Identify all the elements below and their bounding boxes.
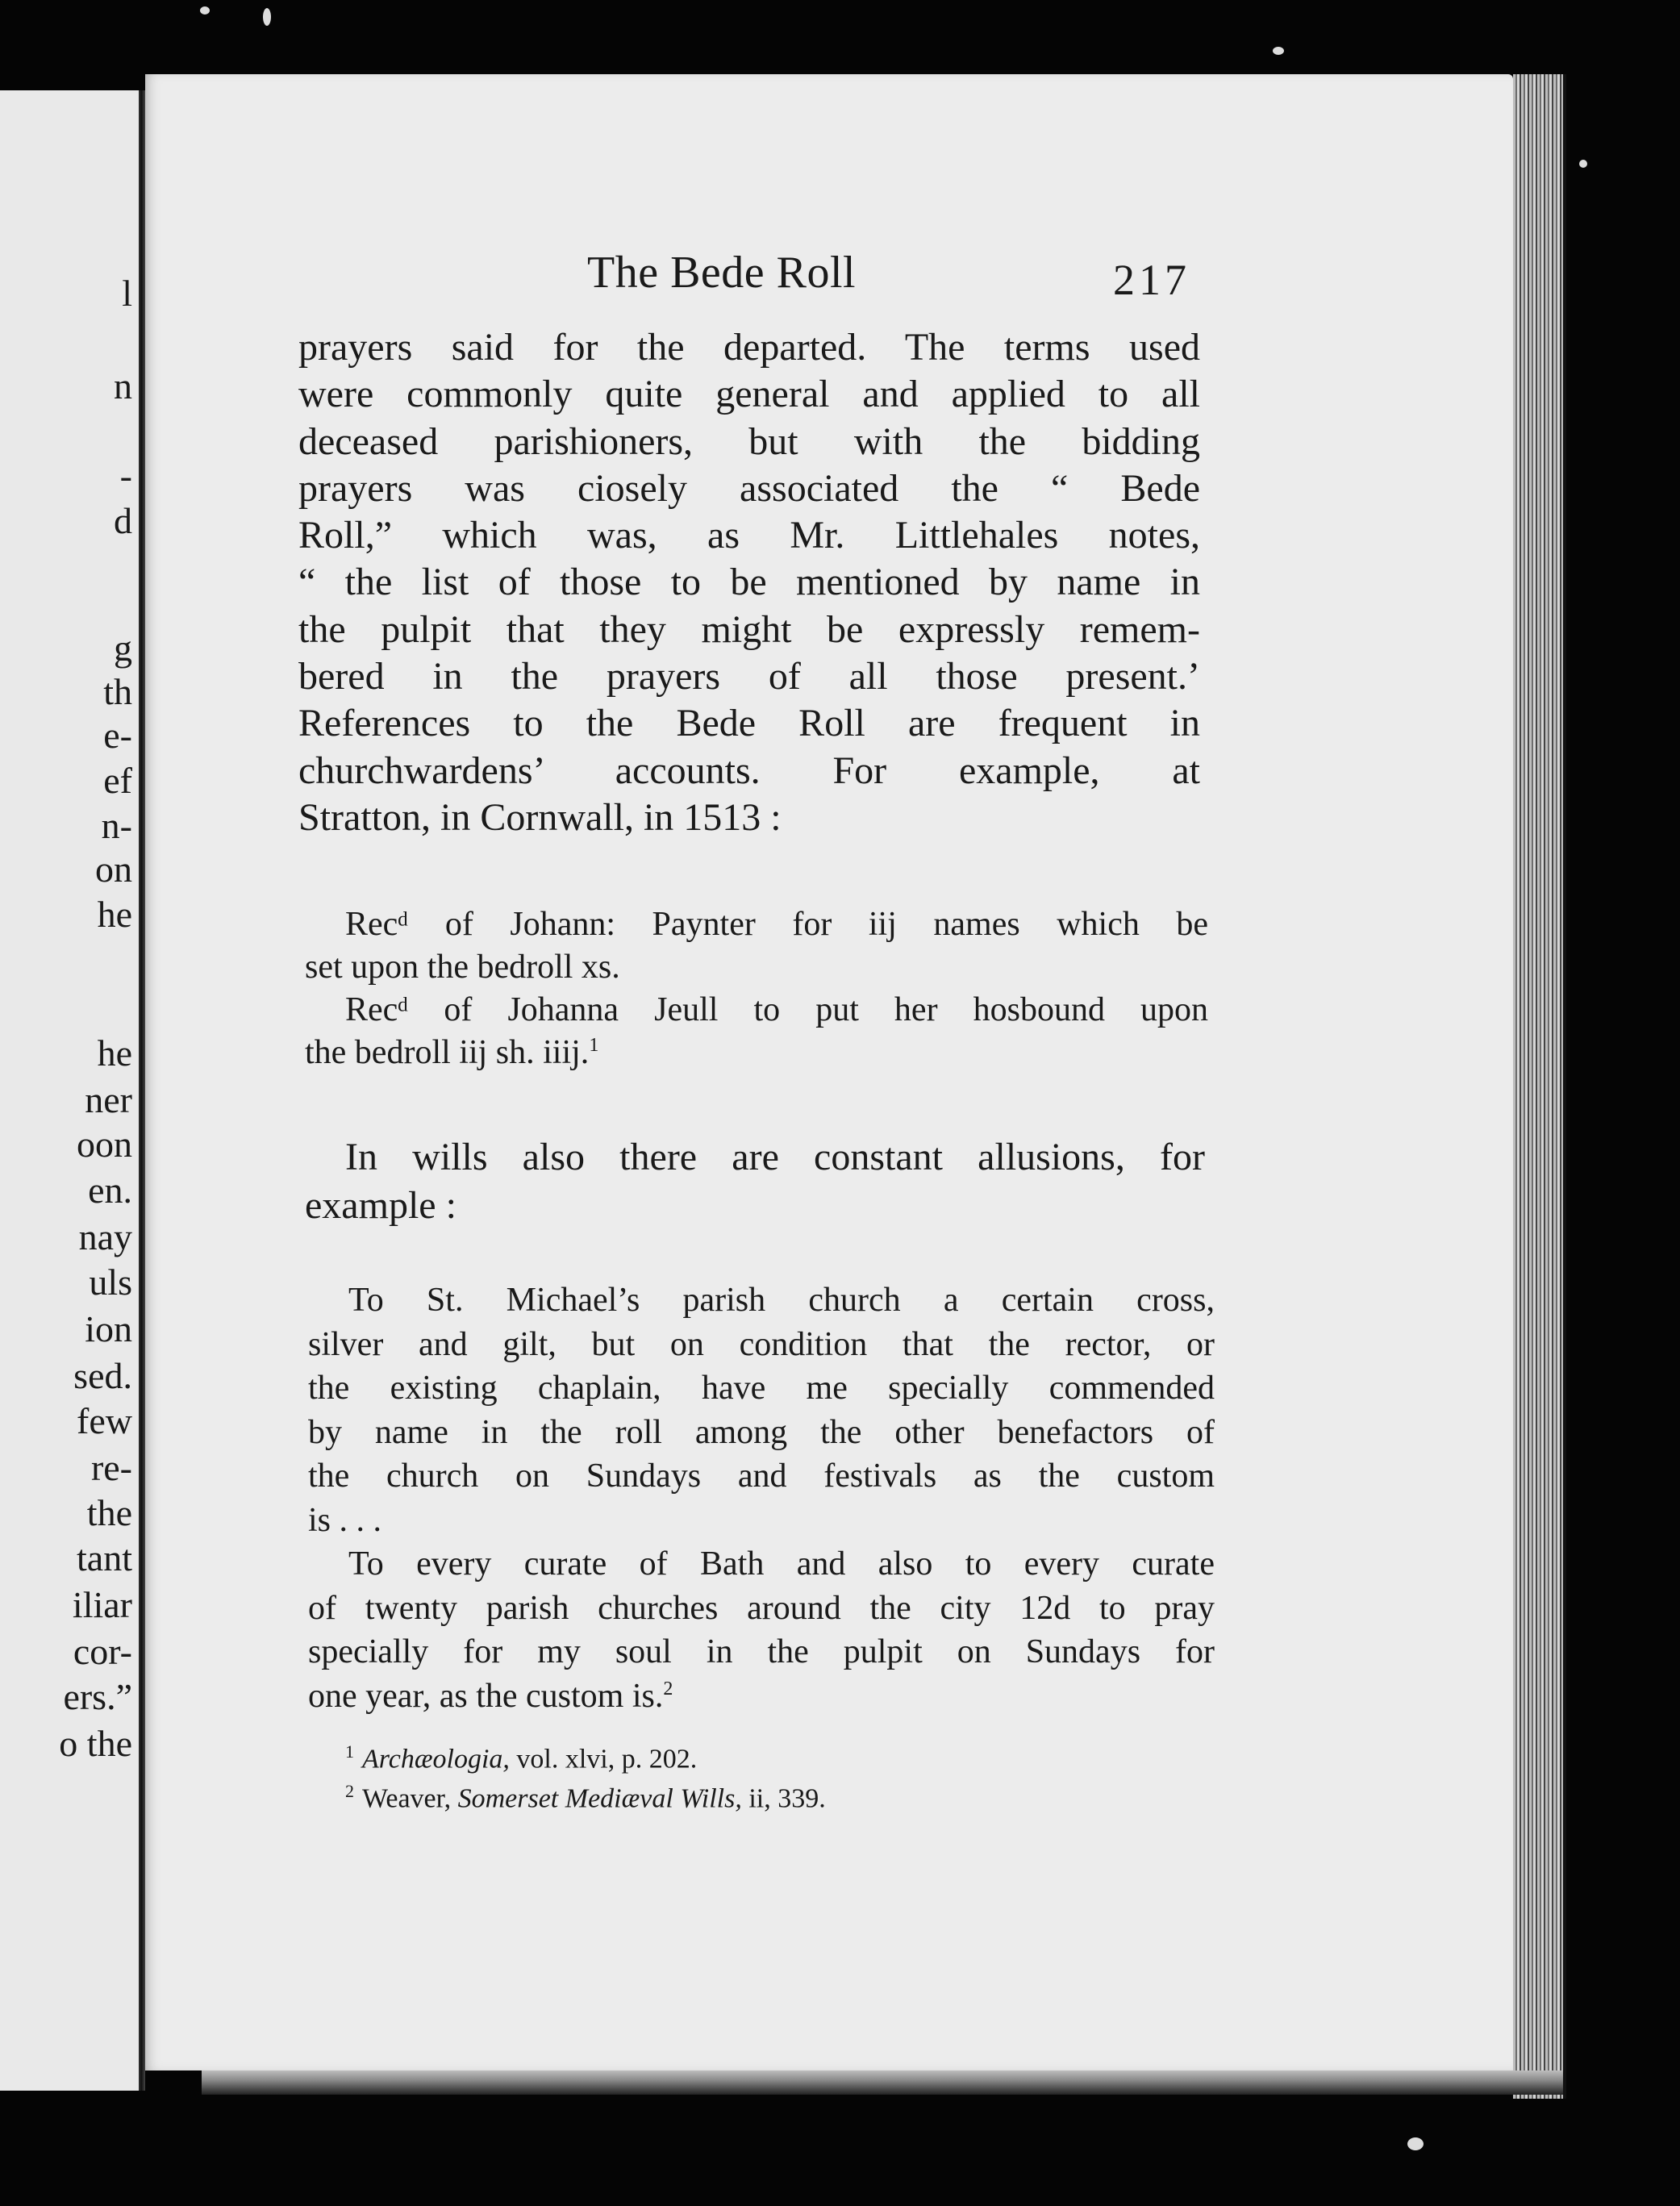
text-line: the bedroll iij sh. iiij.$^1$: [305, 1034, 599, 1071]
left-page-text-fragment: he: [97, 894, 132, 935]
text-line: the pulpit that they might be expressly remem-: [298, 607, 1200, 651]
left-page-text-fragment: e-: [103, 715, 132, 756]
left-page-text-fragment: nay: [78, 1216, 132, 1257]
running-title: The Bede Roll: [587, 248, 857, 298]
left-page-text-fragment: d: [114, 500, 132, 541]
footnote-title: Archæologia,: [362, 1744, 510, 1774]
text-line: of twenty parish churches around the city 12d to pray: [308, 1589, 1215, 1627]
footnote-citation: ii, 339.: [741, 1783, 826, 1814]
left-page-text-fragment: cor-: [73, 1631, 132, 1672]
footnote-author: Weaver,: [362, 1783, 458, 1814]
book-gutter: [139, 90, 145, 2091]
left-page-text-fragment: oon: [77, 1124, 132, 1165]
footnote-reference: 2: [663, 1678, 673, 1699]
left-page-text-fragment: ion: [85, 1308, 132, 1349]
left-page-text-fragment: en.: [88, 1170, 132, 1211]
text-line: Recᵈ of Johanna Jeull to put her hosbound upon: [345, 991, 1208, 1028]
left-page-text-fragment: iliar: [72, 1584, 132, 1625]
text-line: Stratton, in Cornwall, in 1513 :: [298, 795, 782, 839]
text-line: Recᵈ of Johann: Paynter for iij names which be: [345, 906, 1208, 943]
text-line: References to the Bede Roll are frequent in: [298, 702, 1200, 745]
left-page-text-fragment: sed.: [73, 1355, 132, 1396]
left-page-text-fragment: -: [119, 455, 132, 496]
text-line: the existing chaplain, have me specially commended: [308, 1370, 1215, 1407]
left-page-text-fragment: th: [103, 671, 132, 712]
footnote: [345, 1736, 826, 1775]
left-page-text-fragment: the: [86, 1492, 132, 1533]
text-line: To St. Michael’s parish church a certain cross,: [348, 1282, 1215, 1319]
text-line: prayers was ciosely associated the “ Bede: [298, 466, 1200, 510]
quote-block-2: [308, 1278, 1215, 1718]
left-page-text-fragment: ers.”: [63, 1676, 132, 1717]
footnote-citation: vol. xlvi, p. 202.: [509, 1744, 698, 1774]
footnotes: [345, 1736, 826, 1816]
quote-block-1: [305, 903, 1208, 1074]
footnote-mark: 1: [345, 1741, 354, 1762]
footnote-title: Somerset Mediæval Wills,: [457, 1783, 742, 1814]
left-page-text-fragment: g: [114, 628, 132, 669]
text-line: were commonly quite general and applied to all: [298, 373, 1200, 416]
text-line: set upon the bedroll xs.: [305, 949, 620, 986]
footnote-mark: 2: [345, 1781, 354, 1802]
left-page-text-fragment: he: [97, 1032, 132, 1074]
text-line: is . . .: [308, 1501, 382, 1539]
footnote: [345, 1775, 826, 1815]
body-paragraph-2: [305, 1133, 1205, 1230]
left-page-text-fragment: n: [114, 365, 132, 407]
left-page-text-fragment: uls: [89, 1261, 132, 1303]
scan-speck: [1579, 160, 1587, 168]
text-line: by name in the roll among the other benefactors of: [308, 1413, 1215, 1451]
text-line: the church on Sundays and festivals as the custom: [308, 1457, 1215, 1495]
left-page-text-fragment: few: [77, 1400, 132, 1441]
scan-speck: [1273, 47, 1284, 55]
left-page-text-fragment: on: [95, 849, 132, 890]
text-line: silver and gilt, but on condition that the rector, or: [308, 1325, 1215, 1363]
left-facing-page: [0, 90, 141, 2091]
text-line: specially for my soul in the pulpit on Sundays for: [308, 1633, 1215, 1670]
text-line: “ the list of those to be mentioned by name in: [298, 561, 1200, 604]
text-line: In wills also there are constant allusions, for: [345, 1136, 1205, 1178]
text-line: prayers said for the departed. The terms used: [298, 326, 1200, 369]
text-line: one year, as the custom is.$^2$: [308, 1677, 673, 1715]
text-line: deceased parishioners, but with the bidding: [298, 419, 1200, 463]
scan-speck: [263, 8, 271, 26]
left-page-text-fragment: re-: [90, 1447, 132, 1488]
page-bottom-edge: [202, 2070, 1563, 2095]
page-edges: [1513, 74, 1566, 2099]
page-number: 217: [1113, 256, 1190, 304]
text-line: churchwardens’ accounts. For example, at: [298, 749, 1200, 792]
scan-speck: [200, 6, 210, 15]
text-line: example :: [305, 1184, 456, 1227]
scan-speck: [1407, 2137, 1424, 2150]
footnote-reference: 1: [589, 1035, 599, 1056]
left-page-text-fragment: l: [122, 273, 132, 314]
left-page-text-fragment: o the: [59, 1723, 132, 1764]
text-line: Roll,” which was, as Mr. Littlehales notes,: [298, 514, 1200, 557]
left-page-text-fragment: ner: [85, 1079, 132, 1120]
body-paragraph-1: [298, 324, 1200, 841]
left-page-text-fragment: n-: [101, 805, 132, 846]
left-page-text-fragment: ef: [103, 760, 132, 801]
text-line: To every curate of Bath and also to every curate: [348, 1545, 1215, 1583]
left-page-text-fragment: tant: [77, 1537, 132, 1578]
text-line: bered in the prayers of all those present.’: [298, 655, 1200, 698]
